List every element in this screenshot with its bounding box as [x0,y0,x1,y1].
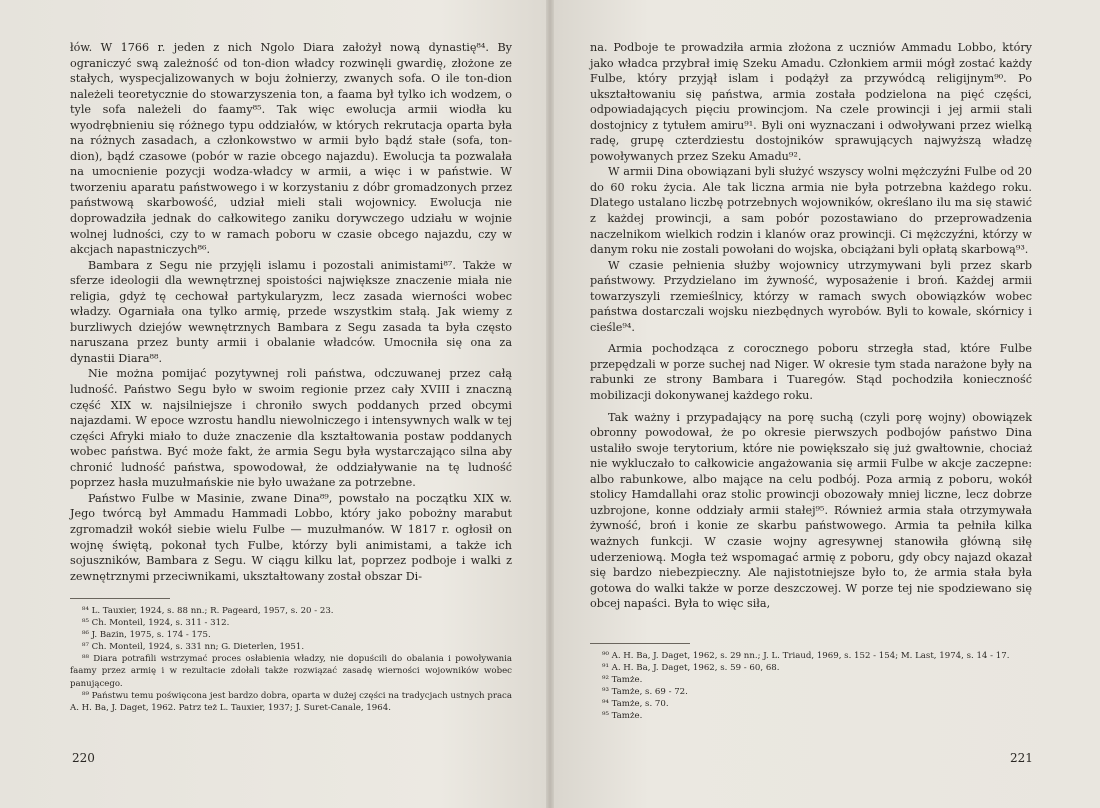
paragraph: W armii Dina obowiązani byli służyć wszyscy wolni mężczyźni Fulbe od 20 do 60 roku życia. Ale tak liczna armia nie była potrzebna każdego roku. Dlatego ustalano liczbę potrzebnych wojowników, określano ilu ma się stawić z każdej prowincji, a sam pobór pozostawiano do przeprowadzenia naczelnikom wielkich rodzin i klanów oraz prowincji. Ci mężczyźni, którzy w danym roku nie zostali powołani do wojska, obciążani byli opłatą skarbową⁹³. [590,165,1032,257]
footnote: ⁹⁵ Tamże. [602,711,643,722]
book-gutter [546,0,554,808]
footnote: ⁹⁴ Tamże, s. 70. [602,699,669,710]
footnote-rule [590,643,690,644]
footnote: ⁸⁹ Państwu temu poświęcona jest bardzo dobra, oparta w dużej części na tradycjach ustnych praca A. H. Ba, J. Daget, 1962. Patrz też L. Tauxier, 1937; J. Suret-Canale, 1964. [70,690,512,713]
paragraph: Nie można pomijać pozytywnej roli państwa, odczuwanej przez całą ludność. Państwo Segu było w swoim regionie przez cały XVIII i znaczną część XIX w. najsilniejsze i chroniło swych poddanych przed obcymi najazdami. W epoce wzrostu handlu niewolniczego i intensywnych walk w tej części Afryki miało to duże znaczenie dla kształtowania postaw poddanych wobec państwa. Być może fakt, że armia Segu była wystarczająco silna aby chronić ludność państwa, spowodował, że oddziaływanie na tę ludność poprzez hasła muzułmańskie nie było uważane za potrzebne. [70,367,512,490]
right-footnotes [590,650,1032,723]
page-number: 220 [72,751,95,765]
footnote: ⁹³ Tamże, s. 69 - 72. [602,687,688,698]
right-page [550,0,1100,808]
footnote: ⁹¹ A. H. Ba, J. Daget, 1962, s. 59 - 60, 68. [602,663,780,674]
footnote: ⁸⁴ L. Tauxier, 1924, s. 88 nn.; R. Pageard, 1957, s. 20 - 23. [82,606,334,616]
paragraph: Państwo Fulbe w Masinie, zwane Dina⁸⁹, powstało na początku XIX w. Jego twórcą był Ammadu Hammadi Lobbo, który jako pobożny marabut zgromadził wokół siebie wielu Fulbe — muzułmanów. W 1817 r. ogłosił on wojnę świętą, pokonał tych Fulbe, którzy byli animistami, a także ich sojuszników, Bambara z Segu. W ciągu kilku lat, poprzez podboje i walki z zewnętrznymi przeciwnikami, ukształtowany został obszar Di- [70,491,512,583]
paragraph: na. Podboje te prowadziła armia złożona z uczniów Ammadu Lobbo, który jako władca przybrał imię Szeku Amadu. Członkiem armii mógł zostać każdy Fulbe, który przyjął islam i podążył za przywódcą religijnym⁹⁰. Po ukształtowaniu się państwa, armia została podzielona na pięć części, odpowiadających pięciu prowincjom. Na czele prowincji i jej armii stali dostojnicy z tytułem amiru⁹¹. Byli oni wyznaczani i odwoływani przez wielką radę, grupę czterdziestu dostojników sprawujących najwyższą władzę powoływanych przez Szeku Amadu⁹². [590,41,1032,163]
paragraph: Tak ważny i przypadający na porę suchą (czyli porę wojny) obowiązek obronny powodował, że po okresie pierwszych podbojów państwo Dina ustaliło swoje terytorium, które nie powiększało się już gwałtownie, chociaż nie wykluczało to całkowicie angażowania się armii Fulbe w akcje zaczepne: albo rabunkowe, albo mające na celu podbój. Poza armią z poboru, wokół stolicy Hamdallahi oraz stolic prowincji obozowały mniej liczne, lecz dobrze uzbrojone, konne oddziały armii stałej⁹⁵. Również armia stała otrzymywała żywność, broń i konie ze skarbu państwowego. Armia ta pełniła kilka ważnych funkcji. W czasie wojny agresywnej stanowiła główną siłę uderzeniową. Mogła też wspomagać armię z poboru, gdy obcy najazd okazał się bardzo niebezpieczny. Ale najistotniejsze było to, że armia stała była gotowa do walki także w porze deszczowej. W porze tej nie spodziewano się obcej napaści. Była to więc siła, [590,410,1032,611]
footnote: ⁸⁷ Ch. Monteil, 1924, s. 331 nn; G. Dieterlen, 1951. [82,642,305,653]
footnote: ⁹² Tamże. [602,675,643,686]
paragraph: Armia pochodząca z corocznego poboru strzegła stad, które Fulbe przepędzali w porze suchej nad Niger. W okresie tym stada narażone były na rabunki ze strony Bambara i Tuaregów. Stąd pochodziła konieczność mobilizacji dokonywanej każdego roku. [590,342,1032,403]
paragraph: Bambara z Segu nie przyjęli islamu i pozostali animistami⁸⁷. Także w sferze ideologii dla wewnętrznej spoistości największe znaczenie miała nie religia, gdyż tę cechował partykularyzm, lecz zasada wierności wobec władzy. Ogarniała ona tylko armię, przede wszystkim stałą. Jak wiemy z burzliwych dziejów wewnętrznych Bambara z Segu zasada ta była często naruszana przez bunty armii i obalanie władców. Umocniła się ona za dynastii Diara⁸⁸. [70,258,512,365]
page-number: 221 [1010,751,1033,765]
left-page-body [70,40,512,584]
footnote-rule [70,598,170,599]
paragraph: łów. W 1766 r. jeden z nich Ngolo Diara założył nową dynastię⁸⁴. By ograniczyć swą zależność od ton-dion władcy rozwinęli gwardię, złożone ze stałych, wyspecjalizowanych w boju żołnierzy, zwanych sofa. O ile ton-dion należeli teoretycznie do stowarzyszenia ton, a faama był tylko ich wodzem, o tyle sofa należeli do faamy⁸⁵. Tak więc ewolucja armii wiodła ku wyodrębnieniu się różnego typu oddziałów, w których rekrutacja oparta była na różnych zasadach, a członkowstwo w armii było bądź stałe (sofa, ton-dion), bądź czasowe (pobór w razie obcego najazdu). Ewolucja ta pozwalała na umocnienie pozycji wodza-władcy w armii, a więc i w państwie. W tworzeniu aparatu państwowego i w korzystaniu z dóbr gromadzonych przez państwową skarbowość, udział mieli stali wojownicy. Ewolucja nie doprowadziła jednak do całkowitego zaniku dorywczego udziału w wojnie wolnej ludności, czy to w ramach poboru w czasie obcego najazdu, czy w akcjach napastniczych⁸⁶. [70,41,512,257]
left-footnotes [70,605,512,714]
footnote: ⁸⁸ Diara potrafili wstrzymać proces osłabienia władzy, nie dopuścili do obalania i powoływania faamy przez armię i w rezultacie zdołali także rozwiązać zasadę wierności wojowników wobec panującego. [70,654,512,689]
footnote: ⁸⁵ Ch. Monteil, 1924, s. 311 - 312. [82,618,230,629]
footnote: ⁹⁰ A. H. Ba, J. Daget, 1962, s. 29 nn.; J. L. Triaud, 1969, s. 152 - 154; M. Last, 1974, s. 14 - 17. [602,651,1010,661]
right-page-body [590,40,1032,612]
footnote: ⁸⁶ J. Bazin, 1975, s. 174 - 175. [82,630,211,641]
paragraph: W czasie pełnienia służby wojownicy utrzymywani byli przez skarb państwowy. Przydzielano im żywność, wyposażenie i broń. Każdej armii towarzyszyli rzemieślnicy, którzy w ramach swych obowiązków wobec państwa dostarczali wojsku niezbędnych wyrobów. Byli to kowale, skórnicy i cieśle⁹⁴. [590,258,1032,334]
